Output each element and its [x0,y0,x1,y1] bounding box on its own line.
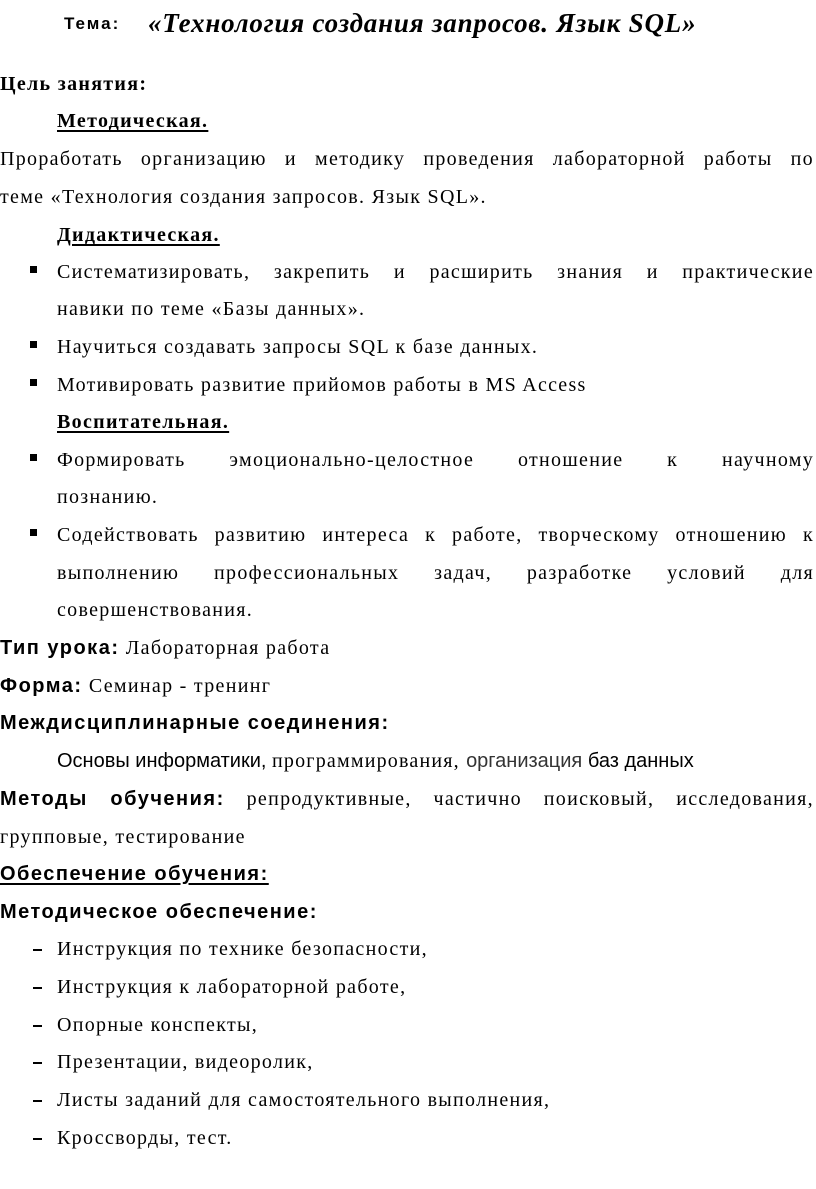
didactic-heading: Дидактическая. [57,224,220,246]
didactic-item-1-line2: навики по теме «Базы данных». [57,298,366,320]
dash-bullet-icon [33,949,42,951]
lesson-type-row [0,636,330,660]
educational-item-1-line1: Формировать эмоционально-целостное отношение к научному [57,449,814,471]
dash-bullet-icon [33,987,42,989]
lesson-type-label: Тип урока: [0,637,120,659]
square-bullet-icon [30,341,37,348]
interdisciplinary-part4: баз данных [582,750,694,772]
dash-bullet-icon [33,1025,42,1027]
educational-item-2-line2: выполнению профессиональных задач, разработке условий для [57,562,814,584]
support-item: Кроссворды, тест. [57,1127,233,1149]
methodical-text-line2: теме «Технология создания запросов. Язык SQL». [0,186,487,208]
educational-item-2-line3: совершенствования. [57,599,254,621]
interdisciplinary-part2: программирования, [272,750,467,772]
interdisciplinary-label: Междисциплинарные соединения: [0,712,390,734]
methods-row [0,787,814,811]
didactic-item-3: Мотивировать развитие прийомов работы в MS Access [57,374,587,396]
methodical-support-heading: Методическое обеспечение: [0,901,318,923]
form-label: Форма: [0,675,83,697]
interdisciplinary-value [57,749,694,773]
didactic-item-2: Научиться создавать запросы SQL к базе данных. [57,336,539,358]
methods-value-line1: репродуктивные, частично поисковый, исследования, [246,788,814,810]
square-bullet-icon [30,266,37,273]
dash-bullet-icon [33,1100,42,1102]
lesson-type-value: Лабораторная работа [125,637,331,659]
form-value: Семинар - тренинг [88,675,272,697]
square-bullet-icon [30,529,37,536]
support-item: Опорные конспекты, [57,1014,259,1036]
topic-label: Тема: [64,14,121,33]
didactic-item-1-line1: Систематизировать, закрепить и расширить знания и практические [57,261,814,283]
support-item: Листы заданий для самостоятельного выполнения, [57,1089,551,1111]
square-bullet-icon [30,454,37,461]
goal-heading: Цель занятия: [0,73,148,95]
support-item: Инструкция к лабораторной работе, [57,976,407,998]
educational-item-2-line1: Содействовать развитию интереса к работе, творческому отношению к [57,524,814,546]
methodical-heading: Методическая. [57,110,209,132]
topic-title: «Технология создания запросов. Язык SQL» [148,8,697,38]
educational-item-1-line2: познанию. [57,486,159,508]
methods-value-line2: групповые, тестирование [0,826,246,848]
support-item: Инструкция по технике безопасности, [57,938,428,960]
educational-heading: Воспитательная. [57,411,230,433]
dash-bullet-icon [33,1062,42,1064]
dash-bullet-icon [33,1138,42,1140]
interdisciplinary-part1: Основы информатики, [57,750,272,772]
methodical-text-line1: Проработать организацию и методику проведения лабораторной работы по [0,148,814,170]
square-bullet-icon [30,379,37,386]
methods-label: Методы обучения: [0,788,225,810]
form-row [0,674,271,698]
provision-heading: Обеспечение обучения: [0,863,269,885]
interdisciplinary-part3: организация [466,750,583,772]
support-item: Презентации, видеоролик, [57,1051,314,1073]
